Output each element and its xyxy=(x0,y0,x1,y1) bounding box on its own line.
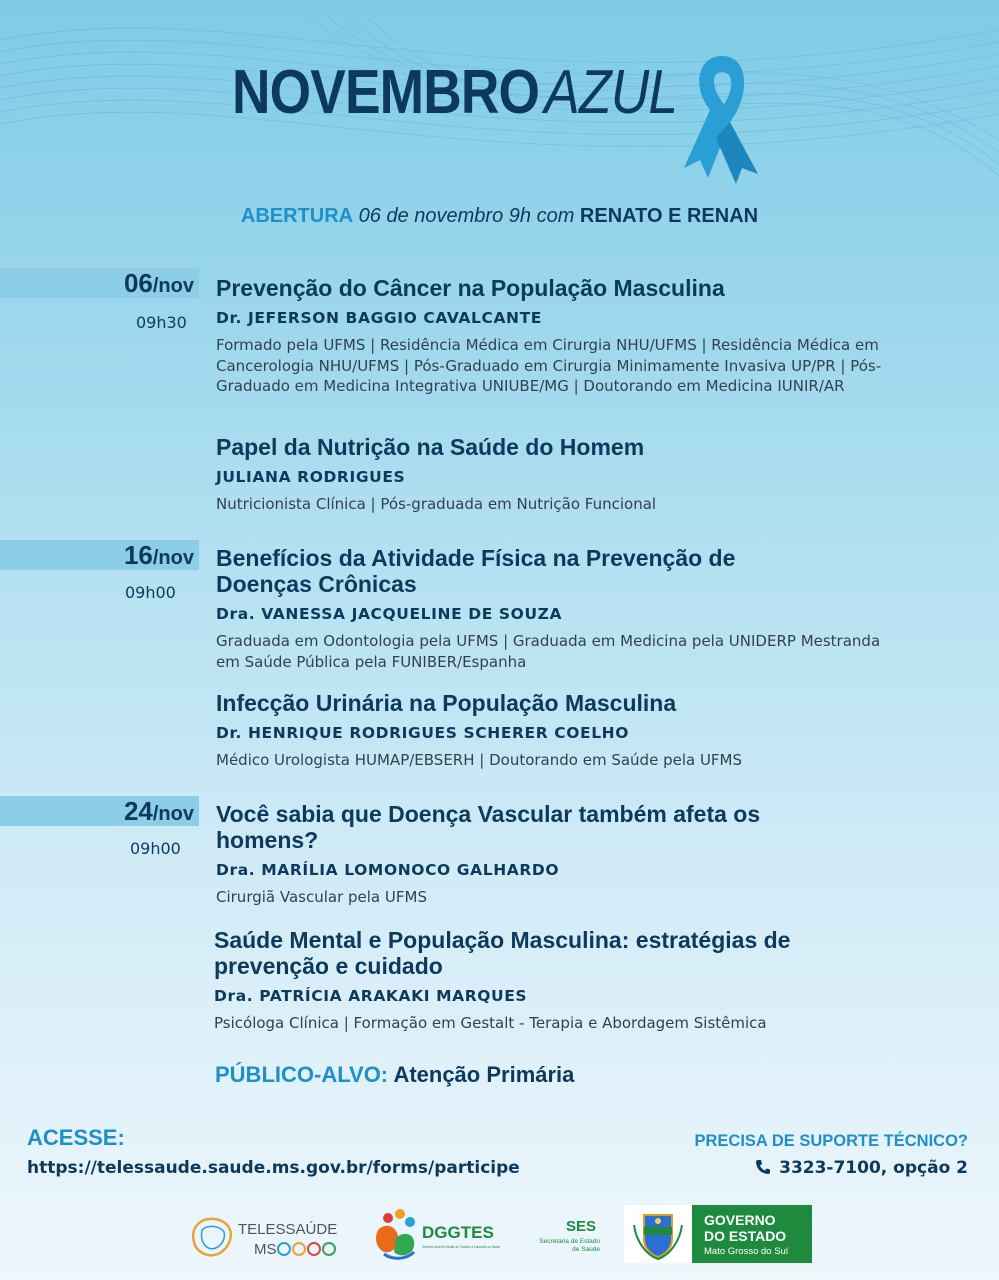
ses-logo-subtitle-2: de Saúde xyxy=(572,1246,600,1253)
ses-logo xyxy=(534,1214,604,1256)
support-phone[interactable] xyxy=(755,1158,968,1178)
event-title xyxy=(232,58,678,127)
talk-block xyxy=(216,434,936,515)
dggtes-logo-name: DGGTES xyxy=(422,1223,494,1242)
telessaude-logo-line1: TELESSAÚDE xyxy=(238,1221,338,1238)
talk-title: Papel da Nutrição na Saúde do Homem xyxy=(216,434,645,460)
date-day: 16 xyxy=(123,540,153,570)
date-day: 06 xyxy=(123,268,153,298)
ses-logo-subtitle-1: Secretaria de Estado xyxy=(539,1238,600,1245)
talk-title: Infecção Urinária na População Masculina xyxy=(216,690,677,716)
talk-block xyxy=(216,275,936,397)
talk-block xyxy=(216,690,936,771)
target-audience-value: Atenção Primária xyxy=(393,1062,575,1087)
ses-logo-name: SES xyxy=(566,1218,597,1235)
access-url-link[interactable]: https://telessaude.saude.ms.gov.br/forms/participe xyxy=(27,1158,520,1178)
target-audience xyxy=(215,1062,574,1088)
date-month: /nov xyxy=(152,803,194,825)
talk-speaker: Dr. HENRIQUE RODRIGUES SCHERER COELHO xyxy=(216,724,630,742)
talk-block xyxy=(214,927,874,1034)
date-month: /nov xyxy=(152,547,194,569)
opening-date: 06 de novembro 9h com xyxy=(358,205,575,227)
talk-bio: Graduada em Odontologia pela UFMS | Graduada em Medicina pela UNIDERP Mestranda em Saúde Pública pela FUNIBER/Espanha xyxy=(216,632,881,671)
talk-speaker: Dra. VANESSA JACQUELINE DE SOUZA xyxy=(216,605,563,623)
opening-label: ABERTURA xyxy=(240,205,354,227)
talk-block xyxy=(216,545,881,672)
phone-icon xyxy=(755,1159,771,1175)
date-day: 24 xyxy=(123,796,153,826)
target-audience-label: PÚBLICO-ALVO: xyxy=(215,1062,389,1087)
support-label: PRECISA DE SUPORTE TÉCNICO? xyxy=(694,1132,968,1150)
governo-label-box xyxy=(692,1205,812,1263)
schedule-time: 09h00 xyxy=(130,839,181,858)
governo-line2: DO ESTADO xyxy=(704,1228,787,1244)
talk-bio: Formado pela UFMS | Residência Médica em Cirurgia NHU/UFMS | Residência Médica em Cancerologia NHU/UFMS | Pós-Graduado em Cirurgia Minimamente Invasiva UP/PR | Pós-Graduado em Medicina Integrativa UNIUBE/MG | Doutorando em Medicina IUNIR/AR xyxy=(216,336,882,395)
talk-bio: Psicóloga Clínica | Formação em Gestalt - Terapia e Abordagem Sistêmica xyxy=(214,1014,767,1032)
access-label: ACESSE: xyxy=(27,1125,125,1150)
talk-bio: Cirurgiã Vascular pela UFMS xyxy=(216,888,427,906)
schedule-time: 09h30 xyxy=(136,313,187,332)
telessaude-logo xyxy=(188,1212,338,1262)
talk-title: Saúde Mental e População Masculina: estratégias de prevenção e cuidado xyxy=(214,927,791,979)
talk-title: Benefícios da Atividade Física na Prevenção de Doenças Crônicas xyxy=(216,545,736,597)
governo-line3: Mato Grosso do Sul xyxy=(704,1246,788,1257)
talk-title: Você sabia que Doença Vascular também afeta os homens? xyxy=(216,801,761,853)
schedule-date xyxy=(124,540,194,571)
talk-bio: Nutricionista Clínica | Pós-graduada em Nutrição Funcional xyxy=(216,495,657,513)
governo-ms-logo xyxy=(624,1205,812,1263)
talk-speaker: JULIANA RODRIGUES xyxy=(216,468,406,486)
talk-block xyxy=(216,801,796,908)
talk-title: Prevenção do Câncer na População Masculina xyxy=(216,275,725,301)
schedule-date xyxy=(124,796,194,827)
state-seal-icon xyxy=(624,1205,692,1263)
talk-bio: Médico Urologista HUMAP/EBSERH | Doutorando em Saúde pela UFMS xyxy=(216,751,743,769)
date-month: /nov xyxy=(152,275,194,297)
title-accent: AZUL xyxy=(544,58,678,127)
awareness-ribbon-icon xyxy=(672,48,772,188)
title-main: NOVEMBRO xyxy=(232,58,540,127)
opening-hosts: RENATO E RENAN xyxy=(579,205,759,227)
schedule-time: 09h00 xyxy=(125,583,176,602)
talk-speaker: Dra. MARÍLIA LOMONOCO GALHARDO xyxy=(216,861,560,879)
talk-speaker: Dra. PATRÍCIA ARAKAKI MARQUES xyxy=(214,987,528,1005)
dggtes-logo-subtitle: Diretoria Geral de Gestão do Trabalho e Educação na Saúde xyxy=(422,1245,500,1249)
opening-line xyxy=(0,205,999,228)
talk-speaker: Dr. JEFERSON BAGGIO CAVALCANTE xyxy=(216,309,542,327)
support-phone-number: 3323-7100, opção 2 xyxy=(779,1158,968,1178)
dggtes-logo xyxy=(374,1208,504,1264)
schedule-date xyxy=(124,268,194,299)
telessaude-logo-line2: MS xyxy=(254,1241,277,1258)
governo-line1: GOVERNO xyxy=(704,1212,776,1228)
